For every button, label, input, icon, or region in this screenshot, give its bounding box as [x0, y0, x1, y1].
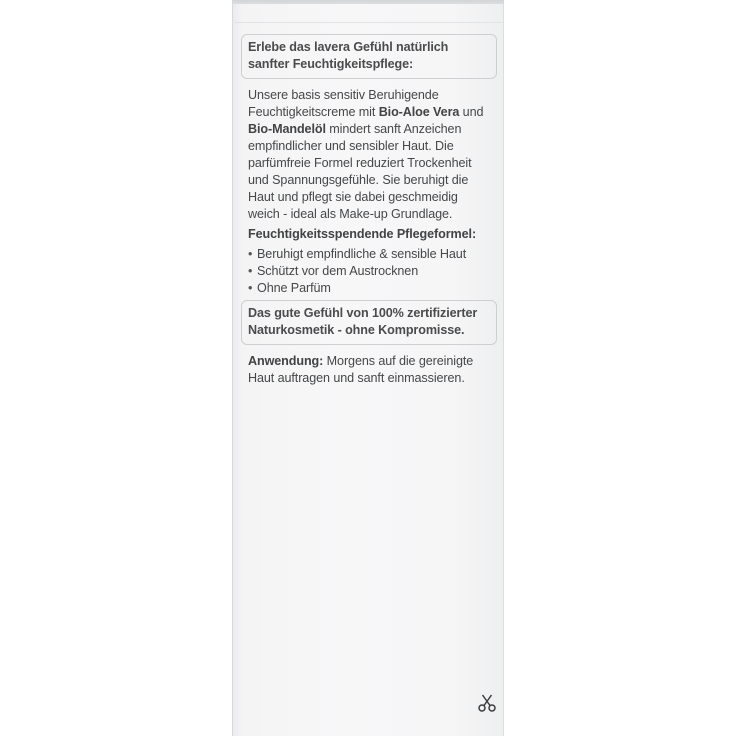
usage-label: Anwendung:: [248, 354, 324, 368]
formula-heading-text: Feuchtigkeitsspendende Pflegeformel:: [248, 227, 477, 241]
formula-heading: [248, 226, 490, 243]
box-fold-line: [232, 22, 504, 23]
scissors-icon: [477, 693, 497, 713]
benefit-list: [248, 246, 490, 297]
benefit-item: • Beruhigt empfindliche & sensible Haut: [248, 246, 490, 263]
benefit-item: • Ohne Parfüm: [248, 280, 490, 297]
intro-part1: Unsere basis sensitiv Beruhigende Feuchtigkeitscreme mit: [248, 88, 439, 119]
usage-paragraph: [248, 353, 490, 387]
intro-aloe-vera: Bio-Aloe Vera: [378, 105, 460, 119]
intro-almond-oil: Bio-Mandelöl: [248, 122, 326, 136]
claim-text: Das gute Gefühl von 100% zertifizierter Naturkosmetik - ohne Kompromisse.: [248, 306, 478, 337]
headline-frame: [241, 34, 497, 79]
intro-paragraph: [248, 87, 490, 223]
intro-part2: und: [459, 105, 484, 119]
benefit-item: • Schützt vor dem Austrocknen: [248, 263, 490, 280]
box-text-column: [248, 34, 490, 387]
headline-text: Erlebe das lavera Gefühl natürlich sanfter Feuchtigkeitspflege:: [248, 40, 449, 71]
usage-text: Morgens auf die gereinigte Haut auftragen und sanft einmassieren.: [248, 354, 474, 385]
claim-frame: [241, 300, 497, 345]
intro-part3: mindert sanft Anzeichen empfindlicher und sensibler Haut. Die parfümfreie Formel reduziert Trockenheit und Spannungsgefühle. Sie beruhigt die Haut und pflegt sie dabei geschmeidig weich - ideal als Make-up Grundlage.: [248, 122, 472, 221]
